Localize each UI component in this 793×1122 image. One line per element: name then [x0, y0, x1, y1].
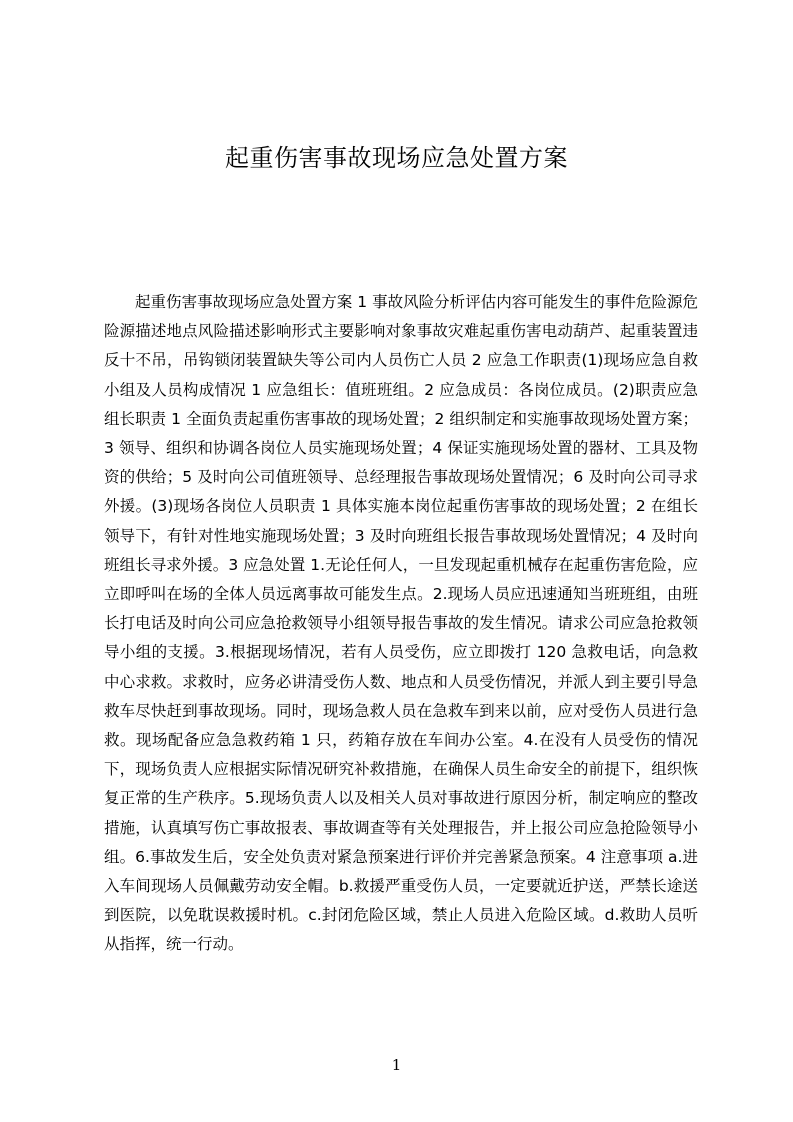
document-body-paragraph: 起重伤害事故现场应急处置方案 1 事故风险分析评估内容可能发生的事件危险源危险源描述地点风险描述影响形式主要影响对象事故灾难起重伤害电动葫芦、起重装置违反十不吊，吊钩锁闭装置缺失等公司内人员伤亡人员 2 应急工作职责(1)现场应急自救小组及人员构成情况 1 应急组长：值班班组。2 应急成员：各岗位成员。(2)职责应急组长职责 1 全面负责起重伤害事故的现场处置；2 组织制定和实施事故现场处置方案；3 领导、组织和协调各岗位人员实施现场处置；4 保证实施现场处置的器材、工具及物资的供给；5 及时向公司值班领导、总经理报告事故现场处置情况；6 及时向公司寻求外援。(3)现场各岗位人员职责 1 具体实施本岗位起重伤害事故的现场处置；2 在组长领导下，有针对性地实施现场处置；3 及时向班组长报告事故现场处置情况；4 及时向班组长寻求外援。3 应急处置 1.无论任何人，一旦发现起重机械存在起重伤害危险，应立即呼叫在场的全体人员远离事故可能发生点。2.现场人员应迅速通知当班班组，由班长打电话及时向公司应急抢救领导小组领导报告事故的发生情况。请求公司应急抢救领导小组的支援。3.根据现场情况，若有人员受伤，应立即拨打 120 急救电话，向急救中心求救。求救时，应务必讲清受伤人数、地点和人员受伤情况，并派人到主要引导急救车尽快赶到事故现场。同时，现场急救人员在急救车到来以前，应对受伤人员进行急救。现场配备应急急救药箱 1 只，药箱存放在车间办公室。4.在没有人员受伤的情况下，现场负责人应根据实际情况研究补救措施，在确保人员生命安全的前提下，组织恢复正常的生产秩序。5.现场负责人以及相关人员对事故进行原因分析，制定响应的整改措施，认真填写伤亡事故报表、事故调查等有关处理报告，并上报公司应急抢险领导小组。6.事故发生后，安全处负责对紧急预案进行评价并完善紧急预案。4 注意事项 a.进入车间现场人员佩戴劳动安全帽。b.救援严重受伤人员，一定要就近护送，严禁长途送到医院，以免耽误救援时机。c.封闭危险区域，禁止人员进入危险区域。d.救助人员听从指挥，统一行动。: [104, 293, 698, 954]
page-number: 1: [391, 1056, 402, 1074]
document-title: 起重伤害事故现场应急处置方案: [225, 144, 568, 172]
